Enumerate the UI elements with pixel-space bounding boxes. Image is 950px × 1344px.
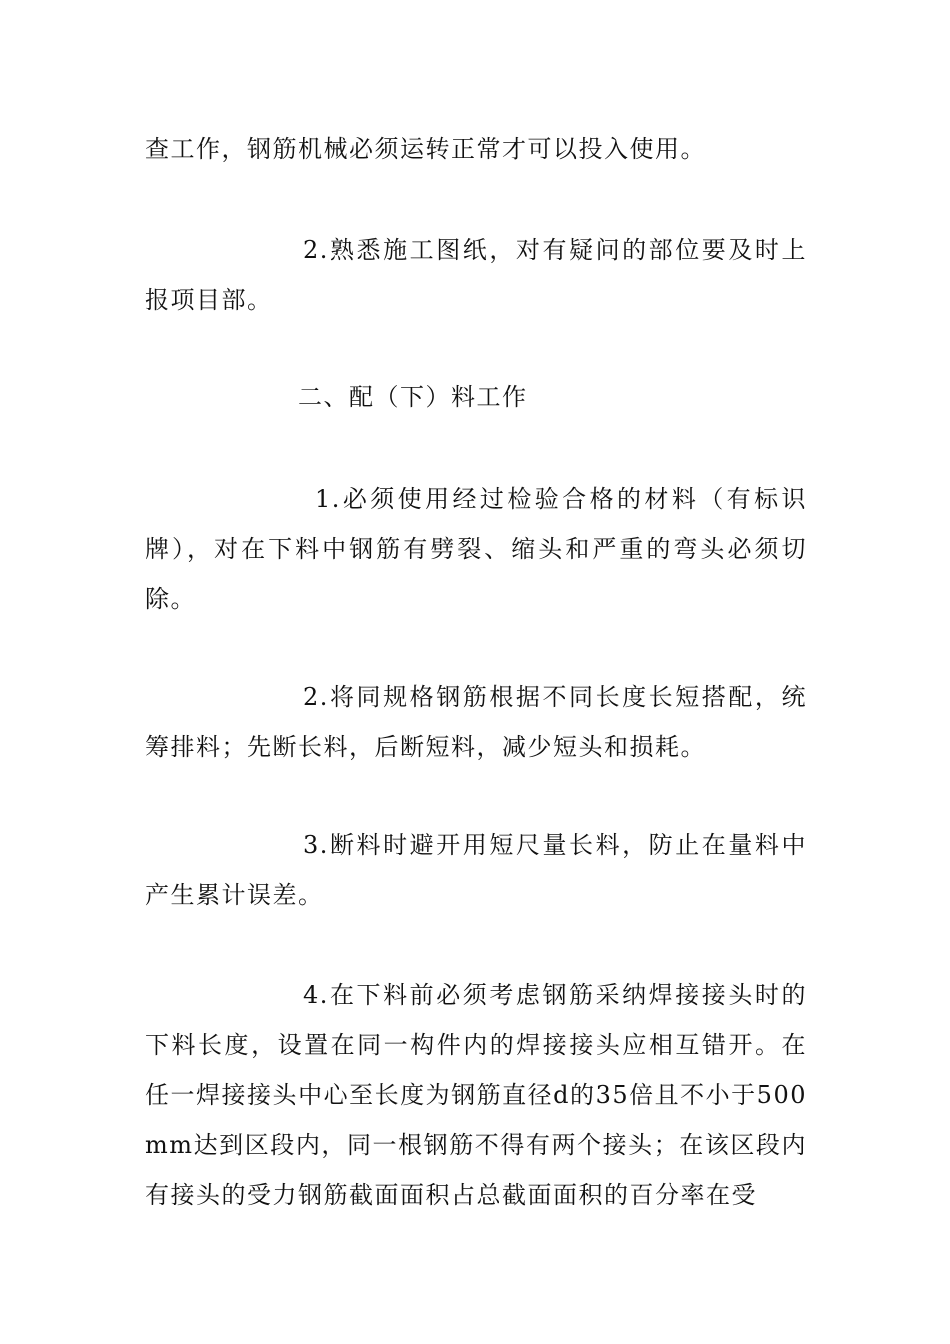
paragraph-item-1-materials <box>145 474 807 624</box>
paragraph-text: 查工作，钢筋机械必须运转正常才可以投入使用。 <box>145 135 706 163</box>
paragraph-item-3-measuring <box>145 820 807 920</box>
paragraph-text: 4.在下料前必须考虑钢筋采纳焊接接头时的下料长度，设置在同一构件内的焊接接头应相互错开。在任一焊接接头中心至长度为钢筋直径d的35倍且不小于500mm达到区段内，同一根钢筋不得有两个接头；在该区段内有接头的受力钢筋截面面积占总截面面积的百分率在受 <box>145 981 807 1209</box>
paragraph-continuation <box>145 124 807 174</box>
paragraph-text: 2.熟悉施工图纸，对有疑问的部位要及时上报项目部。 <box>145 236 807 314</box>
paragraph-text: 3.断料时避开用短尺量长料，防止在量料中产生累计误差。 <box>145 831 807 909</box>
paragraph-item-2-drawings <box>145 225 807 325</box>
paragraph-item-2-cutting <box>145 672 807 772</box>
paragraph-item-4-welding <box>145 970 807 1220</box>
paragraph-text: 2.将同规格钢筋根据不同长度长短搭配，统筹排料；先断长料，后断短料，减少短头和损耗。 <box>145 683 807 761</box>
paragraph-text: 1.必须使用经过检验合格的材料（有标识牌），对在下料中钢筋有劈裂、缩头和严重的弯头必须切除。 <box>145 485 807 613</box>
section-heading: 二、配（下）料工作 <box>298 383 528 411</box>
